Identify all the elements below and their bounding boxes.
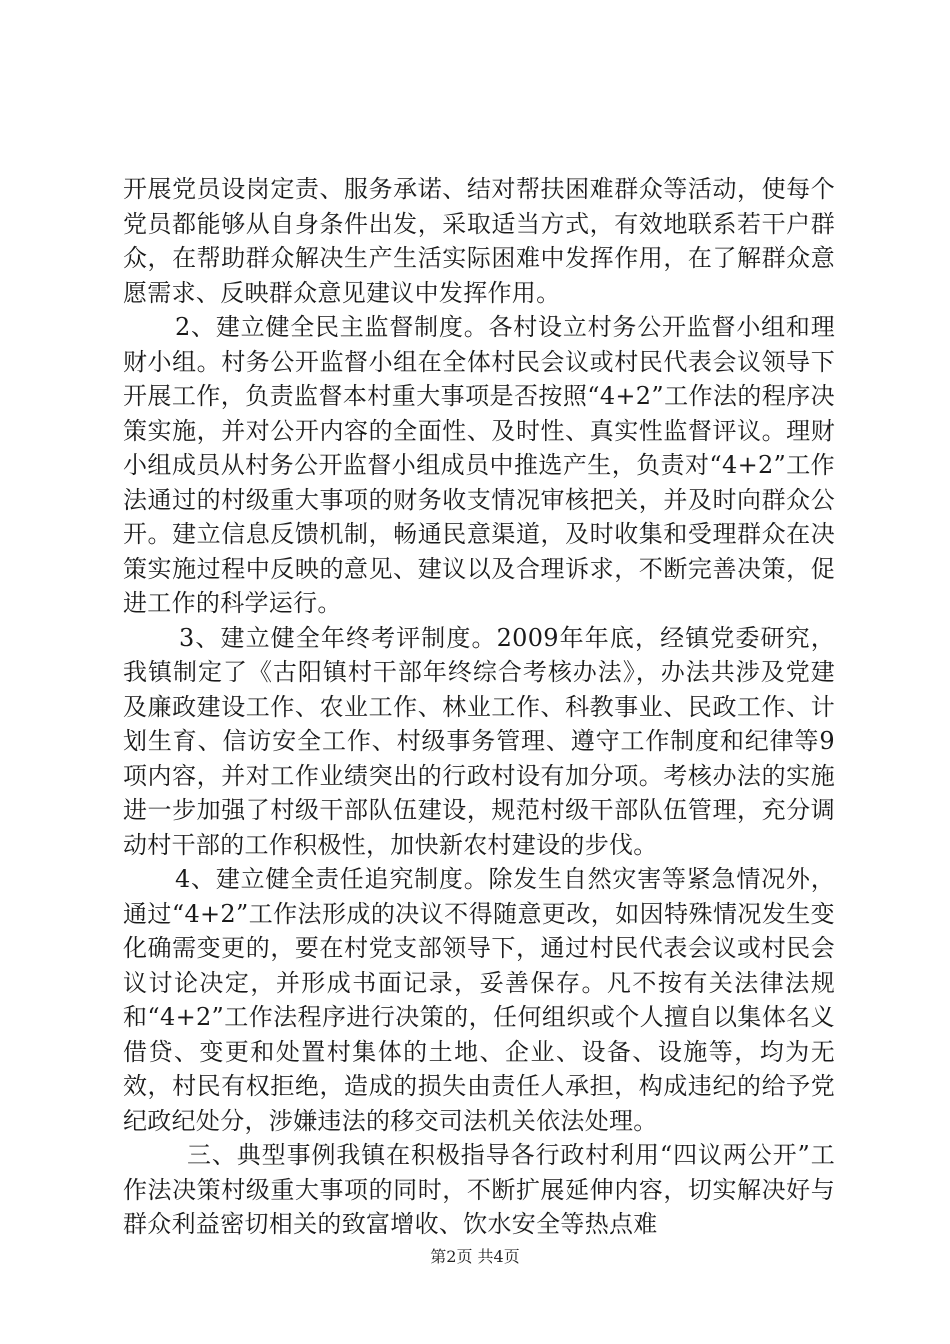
paragraph-democratic-supervision: 2、建立健全民主监督制度。各村设立村务公开监督小组和理财小组。村务公开监督小组在全体村民会议或村民代表会议领导下开展工作，负责监督本村重大事项是否按照“4+2”工作法的程序决策实施，并对公开内容的全面性、及时性、真实性监督评议。理财小组成员从村务公开监督小组成员中推选产生，负责对“4+2”工作法通过的村级重大事项的财务收支情况审核把关，并及时向群众公开。建立信息反馈机制，畅通民意渠道，及时收集和受理群众在决策实施过程中反映的意见、建议以及合理诉求，不断完善决策，促进工作的科学运行。	[123, 313, 835, 617]
paragraph-continuation: 开展党员设岗定责、服务承诺、结对帮扶困难群众等活动，使每个党员都能够从自身条件出发，采取适当方式，有效地联系若干户群众，在帮助群众解决生产生活实际困难中发挥作用，在了解群众意愿需求、反映群众意见建议中发挥作用。	[123, 175, 835, 307]
paragraph-accountability: 4、建立健全责任追究制度。除发生自然灾害等紧急情况外，通过“4+2”工作法形成的决议不得随意更改，如因特殊情况发生变化确需变更的，要在村党支部领导下，通过村民代表会议或村民会议讨论决定，并形成书面记录，妥善保存。凡不按有关法律法规和“4+2”工作法程序进行决策的，任何组织或个人擅自以集体名义借贷、变更和处置村集体的土地、企业、设备、设施等，均为无效，村民有权拒绝，造成的损失由责任人承担，构成违纪的给予党纪政纪处分，涉嫌违法的移交司法机关依法处理。	[123, 865, 835, 1135]
paragraph-year-end-evaluation: 3、建立健全年终考评制度。2009年年底，经镇党委研究，我镇制定了《古阳镇村干部年终综合考核办法》，办法共涉及党建及廉政建设工作、农业工作、林业工作、科教事业、民政工作、计划生育、信访安全工作、村级事务管理、遵守工作制度和纪律等9项内容，并对工作业绩突出的行政村设有加分项。考核办法的实施进一步加强了村级干部队伍建设，规范村级干部队伍管理，充分调动村干部的工作积极性，加快新农村建设的步伐。	[123, 623, 835, 859]
body-text	[123, 172, 835, 1242]
page-footer: 第2页 共4页	[430, 1247, 520, 1266]
paragraph-typical-cases: 三、典型事例我镇在积极指导各行政村利用“四议两公开”工作法决策村级重大事项的同时，不断扩展延伸内容，切实解决好与群众利益密切相关的致富增收、饮水安全等热点难	[123, 1141, 835, 1238]
